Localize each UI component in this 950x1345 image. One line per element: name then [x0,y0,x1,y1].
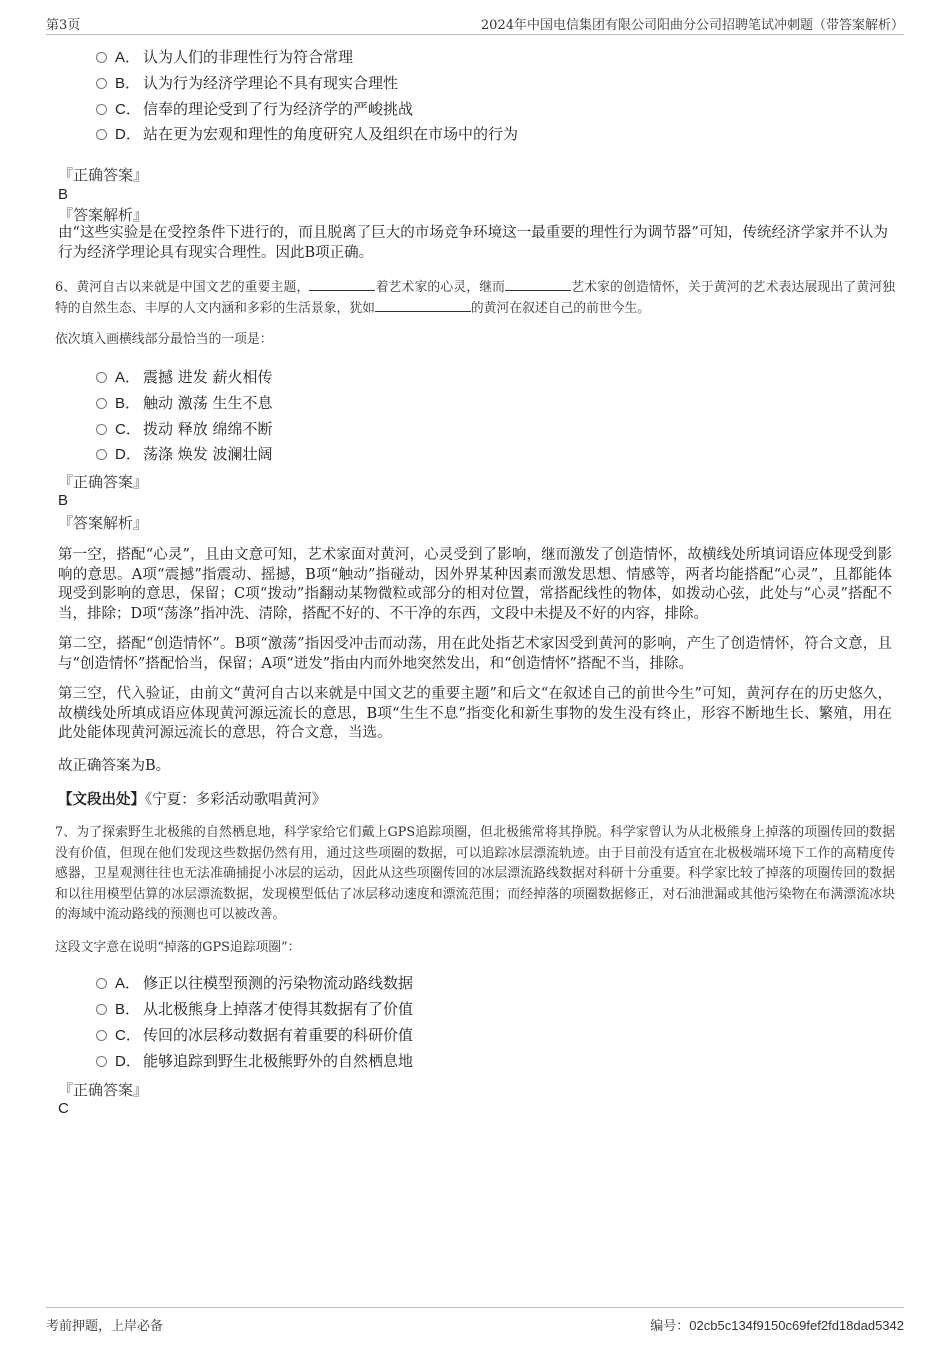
radio-icon[interactable] [96,78,107,89]
source-title: 《宁夏：多彩活动歌唱黄河》 [145,792,327,808]
q5-analysis-label: 『答案解析』 [58,206,149,224]
q5-answer: B [58,186,69,203]
option-text: 修正以往模型预测的污染物流动路线数据 [143,974,414,992]
q5-option-d[interactable]: D． 站在更为宏观和理性的角度研究人及组织在市场中的行为 [96,123,518,145]
radio-icon[interactable] [96,1030,107,1041]
option-text: 传回的冰层移动数据有着重要的科研价值 [143,1026,414,1044]
radio-icon[interactable] [96,449,107,460]
option-text: 拨动 释放 绵绵不断 [143,420,273,438]
q7-option-d[interactable]: D． 能够追踪到野生北极熊野外的自然栖息地 [96,1050,413,1072]
q5-option-c[interactable]: C． 信奉的理论受到了行为经济学的严峻挑战 [96,98,413,120]
q7-option-a[interactable]: A． 修正以往模型预测的污染物流动路线数据 [96,972,413,994]
option-text: 认为行为经济学理论不具有现实合理性 [143,74,399,92]
radio-icon[interactable] [96,104,107,115]
q7-option-c[interactable]: C． 传回的冰层移动数据有着重要的科研价值 [96,1024,413,1046]
source-label: 【文段出处】 [58,791,145,808]
radio-icon[interactable] [96,1056,107,1067]
q5-option-a[interactable]: A． 认为人们的非理性行为符合常理 [96,46,353,68]
q5-option-b[interactable]: B． 认为行为经济学理论不具有现实合理性 [96,72,398,94]
radio-icon[interactable] [96,372,107,383]
q6-analysis-p3: 第三空，代入验证，由前文“黄河自古以来就是中国文艺的重要主题”和后文“在叙述自己的前世今生”可知，黄河存在的历史悠久，故横线处所填成语应体现黄河源远流长的意思，B项“生生不息”指变化和新生事物的发生没有终止，形容不断地生长、繁殖，用在此处能体现黄河源远流长的意思，符合文意，当选。 [58,686,892,741]
radio-icon[interactable] [96,52,107,63]
radio-icon[interactable] [96,978,107,989]
q6-source [58,790,892,811]
option-text: 从北极熊身上掉落才使得其数据有了价值 [143,1000,414,1018]
q6-conclusion: 故正确答案为B。 [58,758,171,774]
option-text: 能够追踪到野生北极熊野外的自然栖息地 [143,1052,414,1070]
option-text: 信奉的理论受到了行为经济学的严峻挑战 [143,100,414,118]
document-title: 2024年中国电信集团有限公司阳曲分公司招聘笔试冲刺题（带答案解析） [480,18,904,33]
option-text: 触动 激荡 生生不息 [143,394,273,412]
q6-option-a[interactable]: A． 震撼 进发 薪火相传 [96,366,273,388]
q6-stem: 6、黄河自古以来就是中国文艺的重要主题， 着艺术家的心灵，继而 艺术家的创造情怀，关于黄河的艺术表达展现出了黄河独特的自然生态、丰厚的人文内涵和多彩的生活景象，犹如 的黄河在叙述自己的前世今生。 [55,280,895,316]
q5-analysis: 由“这些实验是在受控条件下进行的，而且脱离了巨大的市场竞争环境这一最重要的理性行为调节器”可知，传统经济学家并不认为行为经济学理论具有现实合理性。因此B项正确。 [58,225,888,261]
blank-3 [375,299,471,312]
q6-option-c[interactable]: C． 拨动 释放 绵绵不断 [96,418,273,440]
q6-option-d[interactable]: D． 荡涤 焕发 波澜壮阔 [96,443,273,465]
radio-icon[interactable] [96,129,107,140]
option-text: 震撼 进发 薪火相传 [143,368,273,386]
radio-icon[interactable] [96,1004,107,1015]
q7-answer: C [58,1100,69,1117]
radio-icon[interactable] [96,424,107,435]
option-text: 荡涤 焕发 波澜壮阔 [143,445,273,463]
q7-stem: 7、为了探索野生北极熊的自然栖息地，科学家给它们戴上GPS追踪项圈，但北极熊常将其挣脱。科学家曾认为从北极熊身上掉落的项圈传回的数据没有价值，但现在他们发现这些数据仍然有用，通过这些项圈的数据，可以追踪冰层漂流轨迹。由于目前没有适宜在北极极端环境下工作的高精度传感器，卫星观测往往也无法准确捕捉小冰层的运动，因此从这些项圈传回的冰层漂流路线数据对科研十分重要。科学家比较了掉落的项圈传回的数据和以往用模型估算的冰层漂流数据，发现模型低估了冰层移动速度和漂流范围；而经掉落的项圈数据修正，对石油泄漏或其他污染物在布满漂流冰块的海域中流动路线的预测也可以被改善。 [55,825,895,922]
q7-option-b[interactable]: B． 从北极熊身上掉落才使得其数据有了价值 [96,998,413,1020]
q6-prompt: 依次填入画横线部分最恰当的一项是： [55,332,273,347]
code-label: 编号： [650,1318,690,1333]
q7-prompt: 这段文字意在说明“掉落的GPS追踪项圈”： [55,940,301,955]
q6-analysis-p1: 第一空，搭配“心灵”，且由文意可知，艺术家面对黄河，心灵受到了影响，继而激发了创造情怀，故横线处所填词语应体现受到影响的意思。A项“震撼”指震动、摇撼，B项“触动”指碰动，因外界某种因素而激发思想、情感等，两者均能搭配“心灵”，且都能体现受到影响的意思，保留；C项“拨动”指翻动某物微粒或部分的相对位置，常搭配线性的物体，如拨动心弦，此处与“心灵”搭配不当，排除；D项“荡涤”指冲洗、清除，搭配不好的、不干净的东西，文段中未提及不好的内容，排除。 [58,547,892,622]
radio-icon[interactable] [96,398,107,409]
code-value: 02cb5c134f9150c69fef2fd18dad5342 [689,1318,904,1333]
q6-option-b[interactable]: B． 触动 激荡 生生不息 [96,392,273,414]
q6-answer-label: 『正确答案』 [58,473,149,491]
q7-answer-label: 『正确答案』 [58,1081,149,1099]
document-code [650,1315,904,1334]
q6-answer: B [58,492,69,509]
page-number: 第3页 [46,18,81,33]
page-footer [46,1307,904,1334]
footer-slogan: 考前押题，上岸必备 [46,1319,164,1334]
q6-analysis-p2: 第二空，搭配“创造情怀”。B项“激荡”指因受冲击而动荡，用在此处指艺术家因受到黄河的影响，产生了创造情怀，符合文意，且与“创造情怀”搭配恰当，保留；A项“迸发”指由内而外地突然发出，和“创造情怀”搭配不当，排除。 [58,636,892,672]
page-header [46,14,904,35]
blank-2 [505,278,571,291]
option-text: 站在更为宏观和理性的角度研究人及组织在市场中的行为 [143,125,519,143]
q5-answer-label: 『正确答案』 [58,166,149,184]
q6-analysis-label: 『答案解析』 [58,514,149,532]
blank-1 [309,278,375,291]
option-text: 认为人们的非理性行为符合常理 [143,48,354,66]
